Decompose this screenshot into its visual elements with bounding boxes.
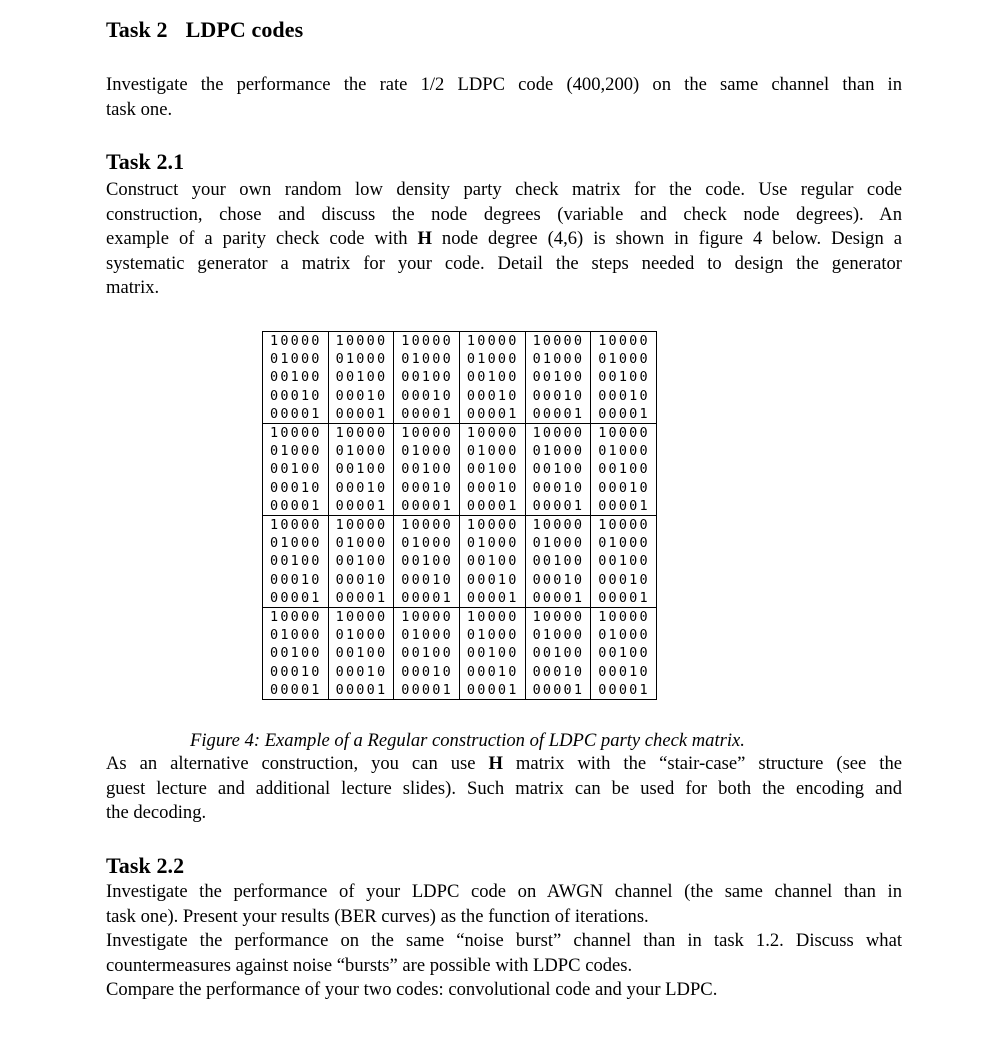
matrix-cell: 00010 [328,479,394,497]
matrix-cell: 01000 [525,350,591,368]
matrix-cell: 00100 [459,460,525,478]
matrix-cell: 10000 [263,608,329,627]
matrix-cell: 01000 [328,442,394,460]
matrix-cell: 00100 [525,460,591,478]
task2-1-paragraph [106,178,902,301]
text-line: countermeasures against noise “bursts” are possible with LDPC codes. [106,954,633,976]
matrix-cell: 00100 [525,368,591,386]
matrix-cell: 00010 [394,387,460,405]
matrix-cell: 01000 [263,350,329,368]
matrix-cell: 00100 [328,460,394,478]
matrix-row [263,626,657,644]
section-number: Task 2 [106,17,168,42]
text-line: task one. [106,98,173,120]
task2-2-paragraph [106,880,902,1003]
matrix-cell: 10000 [525,608,591,627]
matrix-row [263,516,657,535]
matrix-cell: 00010 [459,479,525,497]
matrix-cell: 10000 [459,332,525,351]
matrix-row [263,460,657,478]
matrix-cell: 01000 [263,626,329,644]
text-line: Investigate the performance the rate 1/2 LDPC code (400,200) on the same channel than in [106,74,902,95]
matrix-row [263,644,657,662]
section-heading-task2 [106,17,303,43]
matrix-cell: 10000 [459,424,525,443]
alternative-construction-paragraph [106,752,902,826]
matrix-cell: 00001 [328,589,394,608]
section-title: LDPC codes [185,17,304,42]
matrix-cell: 01000 [394,534,460,552]
matrix-cell: 00100 [328,368,394,386]
matrix-cell: 00001 [394,681,460,700]
matrix-cell: 10000 [394,424,460,443]
text-line [106,752,902,777]
text-line: systematic generator a matrix for your code. Detail the steps needed to design the generator [106,252,902,274]
matrix-cell: 10000 [263,332,329,351]
matrix-cell: 00100 [263,460,329,478]
matrix-cell: 01000 [328,534,394,552]
matrix-cell: 00100 [328,644,394,662]
matrix-row [263,663,657,681]
matrix-cell: 00001 [328,405,394,424]
matrix-row [263,571,657,589]
matrix-cell: 00001 [459,589,525,608]
matrix-cell: 00100 [459,552,525,570]
matrix-row [263,479,657,497]
matrix-cell: 00010 [525,663,591,681]
matrix-cell: 00010 [263,571,329,589]
text-run: example of a parity check code with [106,228,418,250]
matrix-cell: 00010 [459,387,525,405]
matrix-cell: 10000 [394,332,460,351]
matrix-row [263,497,657,516]
matrix-cell: 00100 [459,644,525,662]
matrix-cell: 00010 [328,663,394,681]
matrix-cell: 00010 [525,479,591,497]
matrix-cell: 10000 [328,608,394,627]
matrix-cell: 00010 [328,571,394,589]
matrix-cell: 00100 [591,460,657,478]
matrix-cell: 00100 [394,644,460,662]
matrix-cell: 00001 [459,405,525,424]
matrix-cell: 00001 [394,589,460,608]
matrix-cell: 00100 [394,552,460,570]
matrix-cell: 00100 [394,460,460,478]
matrix-cell: 10000 [328,424,394,443]
matrix-cell: 00100 [328,552,394,570]
matrix-cell: 00100 [525,644,591,662]
matrix-cell: 00001 [263,497,329,516]
matrix-cell: 10000 [263,516,329,535]
subsection-heading-task2-2: Task 2.2 [106,853,185,878]
text-line: construction, chose and discuss the node degrees (variable and check node degrees). An [106,203,902,225]
matrix-cell: 00001 [394,497,460,516]
matrix-cell: 00010 [591,479,657,497]
matrix-cell: 01000 [591,442,657,460]
matrix-cell: 00010 [394,663,460,681]
matrix-cell: 00010 [591,663,657,681]
matrix-cell: 01000 [263,534,329,552]
matrix-row [263,681,657,700]
matrix-cell: 00001 [591,497,657,516]
text-line: guest lecture and additional lecture slides). Such matrix can be used for both the encoding and [106,777,902,799]
matrix-cell: 01000 [394,626,460,644]
matrix-row [263,405,657,424]
matrix-cell: 01000 [591,626,657,644]
matrix-row [263,608,657,627]
matrix-cell: 00001 [328,681,394,700]
matrix-cell: 00001 [328,497,394,516]
text-line: task one). Present your results (BER curves) as the function of iterations. [106,905,649,927]
matrix-cell: 00010 [525,571,591,589]
matrix-cell: 00001 [263,405,329,424]
matrix-cell: 00001 [459,497,525,516]
matrix-cell: 00010 [394,479,460,497]
matrix-row [263,424,657,443]
text-line: Compare the performance of your two codes: convolutional code and your LDPC. [106,979,718,1001]
matrix-row [263,350,657,368]
matrix-cell: 00100 [459,368,525,386]
matrix-row [263,368,657,386]
matrix-cell: 00010 [263,387,329,405]
text-line [106,227,902,252]
matrix-cell: 00001 [591,405,657,424]
matrix-cell: 00001 [525,681,591,700]
matrix-cell: 10000 [263,424,329,443]
matrix-row [263,552,657,570]
matrix-cell: 10000 [525,424,591,443]
matrix-cell: 00100 [525,552,591,570]
text-line: Construct your own random low density party check matrix for the code. Use regular code [106,179,902,200]
matrix-cell: 00100 [591,644,657,662]
matrix-cell: 01000 [525,442,591,460]
matrix-cell: 01000 [459,350,525,368]
matrix-cell: 10000 [394,608,460,627]
matrix-cell: 00010 [328,387,394,405]
text-line: Investigate the performance on the same “noise burst” channel than in task 1.2. Discuss what [106,930,902,952]
text-line: Investigate the performance of your LDPC code on AWGN channel (the same channel than in [106,881,902,902]
matrix-cell: 00100 [591,552,657,570]
matrix-cell: 00010 [394,571,460,589]
matrix-cell: 00001 [525,589,591,608]
matrix-cell: 10000 [525,516,591,535]
matrix-row [263,387,657,405]
matrix-cell: 01000 [459,442,525,460]
parity-check-matrix-figure [262,331,657,700]
matrix-cell: 01000 [591,534,657,552]
matrix-cell: 00100 [263,368,329,386]
matrix-cell: 00001 [525,405,591,424]
matrix-cell: 01000 [394,442,460,460]
matrix-cell: 00100 [263,644,329,662]
matrix-cell: 10000 [591,424,657,443]
matrix-cell: 01000 [459,534,525,552]
matrix-cell: 00001 [525,497,591,516]
matrix-row [263,442,657,460]
matrix-cell: 00010 [263,663,329,681]
text-line: matrix. [106,277,160,299]
subsection-heading-task2-1: Task 2.1 [106,149,185,174]
matrix-cell: 01000 [394,350,460,368]
matrix-cell: 00010 [459,571,525,589]
matrix-cell: 01000 [263,442,329,460]
matrix-cell: 10000 [394,516,460,535]
matrix-cell: 00001 [394,405,460,424]
text-run: node degree (4,6) is shown in figure 4 below. Design a [431,228,902,250]
matrix-symbol-h: H [488,753,503,774]
matrix-row [263,332,657,351]
matrix-cell: 10000 [525,332,591,351]
matrix-row [263,589,657,608]
matrix-cell: 01000 [328,626,394,644]
matrix-cell: 10000 [328,332,394,351]
matrix-cell: 00010 [459,663,525,681]
matrix-cell: 10000 [591,608,657,627]
matrix-cell: 00010 [591,387,657,405]
matrix-cell: 00100 [591,368,657,386]
matrix-cell: 00010 [525,387,591,405]
matrix-cell: 00100 [263,552,329,570]
matrix-cell: 10000 [591,516,657,535]
matrix-cell: 00001 [591,681,657,700]
text-run: As an alternative construction, you can use [106,753,489,774]
matrix-cell: 01000 [591,350,657,368]
matrix-cell: 01000 [459,626,525,644]
matrix-cell: 10000 [459,516,525,535]
matrix-cell: 00001 [263,589,329,608]
matrix-cell: 00010 [591,571,657,589]
matrix-cell: 00100 [394,368,460,386]
matrix-cell: 00010 [263,479,329,497]
matrix-symbol-h: H [417,228,432,250]
text-run: matrix with the “stair-case” structure (see the [502,753,902,774]
matrix-cell: 00001 [263,681,329,700]
matrix-cell: 00001 [591,589,657,608]
matrix-cell: 10000 [591,332,657,351]
matrix-cell: 01000 [525,534,591,552]
matrix-cell: 10000 [328,516,394,535]
matrix-cell: 10000 [459,608,525,627]
matrix-row [263,534,657,552]
intro-paragraph [106,73,902,122]
matrix-cell: 01000 [525,626,591,644]
figure-caption: Figure 4: Example of a Regular construction of LDPC party check matrix. [190,730,745,751]
matrix-cell: 00001 [459,681,525,700]
text-line: the decoding. [106,802,207,824]
matrix-cell: 01000 [328,350,394,368]
